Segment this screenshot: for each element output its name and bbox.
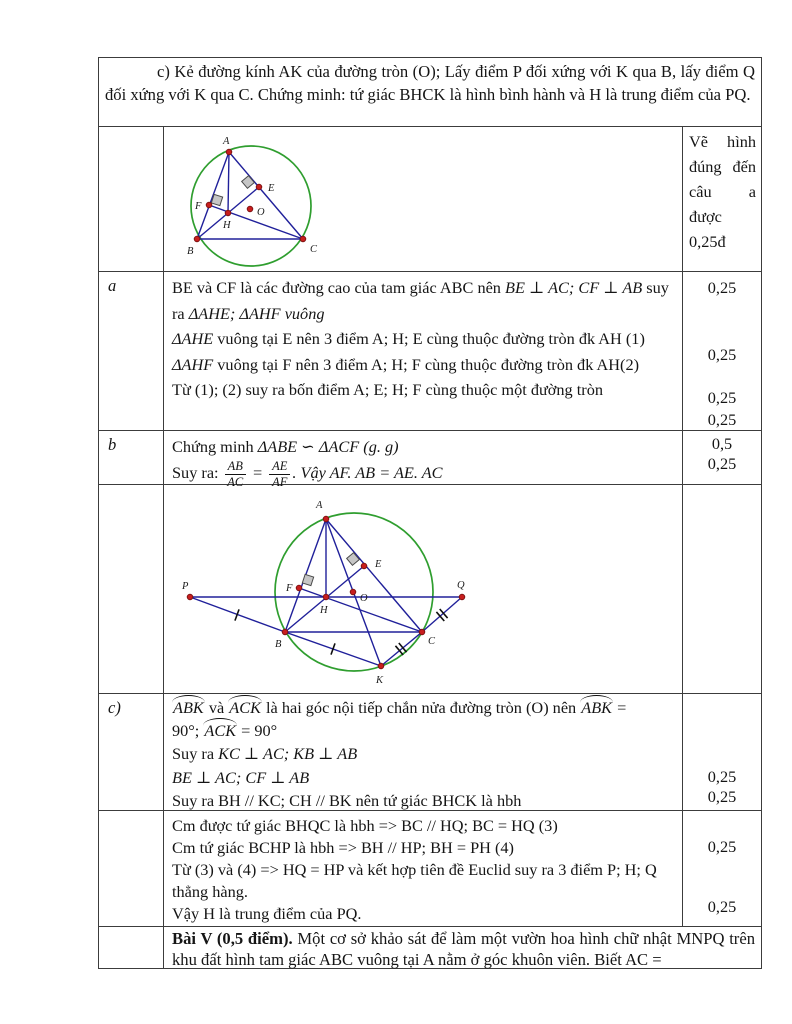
label-cell-empty (99, 485, 164, 693)
score-value: 0,25 (707, 897, 737, 916)
text-run: = (613, 698, 627, 717)
point-label-P: P (182, 581, 189, 592)
point-label-C: C (310, 244, 318, 255)
label-cell-empty (99, 927, 164, 968)
text-run: và (204, 698, 229, 717)
text-line (172, 352, 676, 378)
answer-table (98, 57, 762, 969)
row-figure-1 (99, 126, 761, 271)
point-label-F: F (286, 583, 293, 594)
figure-1-canvas (172, 130, 691, 275)
text-line: thẳng hàng. (172, 882, 248, 901)
figure-2-cell (164, 485, 683, 693)
text-run: vuông tại E nên 3 điểm A; H; E cùng thuộc đường tròn đk AH (1) (213, 329, 645, 349)
score-value: 0,25 (707, 388, 737, 407)
row-part-b (99, 430, 761, 489)
angle-ACK: ACK (203, 719, 237, 742)
fraction-AE-AF: $\frac{AE}{AF}$ (269, 460, 290, 488)
math-run: ΔAHE (172, 329, 214, 349)
part-c-content (164, 694, 683, 810)
text-line (172, 301, 676, 327)
math-run: . Vậy AF. AB = AE. AC (292, 462, 443, 482)
text-line (172, 326, 676, 352)
part-b-content (164, 431, 683, 489)
text-run: ra (172, 303, 189, 323)
point-label-H: H (320, 605, 328, 616)
score-value: 0,25 (707, 787, 737, 806)
text-line (172, 434, 676, 460)
point-label-H: H (223, 220, 231, 231)
problem-v-title: Bài V (0,5 điểm). (172, 929, 293, 948)
text-line (172, 275, 676, 301)
text-run: Một cơ sở khảo sát để làm một vườn hoa hình chữ nhật MNPQ trên khu đất hình tam giác ABC vuông tại A nằm ở góc khuôn viên. Biết AC = (172, 929, 755, 969)
figure-score-note: Vẽ hình đúng đến câu a được 0,25đ (689, 132, 756, 251)
text-run: Chứng minh (172, 437, 258, 456)
score-cell-d (683, 811, 761, 926)
figure-1-lines (197, 152, 303, 239)
text-run: Suy ra: (172, 462, 223, 482)
score-value: 0,25 (707, 767, 737, 786)
row-figure-2 (99, 484, 761, 693)
math-run: ΔABE ∽ ΔACF (g. g) (257, 437, 399, 456)
angle-ABK: ABK (172, 696, 205, 719)
row-part-c-continued (99, 810, 761, 926)
text-line: Cm tứ giác BCHP là hbh => BH // HP; BH = PH (4) (172, 838, 514, 857)
point-label-O: O (257, 207, 265, 218)
score-value: 0,25 (707, 837, 737, 856)
angle-ABK: ABK (580, 696, 613, 719)
math-run: BE ⊥ AC; CF ⊥ AB (505, 278, 643, 297)
score-cell-empty (683, 485, 761, 693)
text-line (172, 719, 676, 742)
text-run: suy (642, 278, 669, 297)
point-label-E: E (268, 183, 275, 194)
score-cell-c (683, 694, 761, 810)
label-cell-empty (99, 811, 164, 926)
text-line (172, 460, 676, 489)
point-label-K: K (376, 675, 384, 686)
text-run: là hai góc nội tiếp chắn nửa đường tròn (O) nên (261, 698, 581, 717)
label-cell-empty (99, 127, 164, 271)
score-cell-figure (683, 127, 761, 271)
figure-1-cell (164, 127, 683, 271)
score-cell-a (683, 272, 761, 430)
point-label-Q: Q (457, 580, 465, 591)
score-value: 0,25 (707, 278, 737, 297)
math-run: ΔAHE; ΔAHF vuông (188, 303, 325, 323)
right-angle-marks-1 (211, 176, 254, 206)
point-label-A: A (316, 500, 323, 511)
text-run: Suy ra (172, 744, 219, 764)
point-label-C: C (428, 636, 436, 647)
text-line: Suy ra BH // KC; CH // BK nên tứ giác BHCK là hbh (172, 790, 522, 810)
figure-2-lines (190, 519, 462, 666)
figure-2-canvas (172, 488, 691, 697)
point-label-B: B (275, 639, 282, 650)
text-line: Từ (3) và (4) => HQ = HP và kết hợp tiên đề Euclid suy ra 3 điểm P; H; Q (172, 860, 657, 879)
part-label-a: a (99, 272, 164, 430)
part-c-continued-content (164, 811, 683, 926)
row-part-a (99, 271, 761, 430)
problem-c-statement: c) Kẻ đường kính AK của đường tròn (O); Lấy điểm P đối xứng với K qua B, lấy điểm Q đối xứng với K qua C. Chứng minh: tứ giác BHCK là hình bình hành và H là trung điểm của PQ. (105, 62, 755, 104)
point-label-O: O (360, 593, 368, 604)
score-value: 0,25 (707, 454, 737, 473)
point-label-A: A (223, 136, 230, 147)
text-line (172, 696, 676, 719)
point-label-F: F (195, 201, 202, 212)
text-run: 90°; (172, 721, 204, 741)
text-line (172, 742, 676, 765)
score-cell-b (683, 431, 761, 484)
part-label-b: b (99, 431, 164, 484)
score-value: 0,25 (707, 345, 737, 364)
row-part-c (99, 693, 761, 810)
text-line: Từ (1); (2) suy ra bốn điểm A; E; H; F cùng thuộc một đường tròn (172, 380, 603, 400)
angle-ACK: ACK (228, 696, 262, 719)
math-line: BE ⊥ AC; CF ⊥ AB (172, 767, 310, 787)
part-label-c: c) (99, 694, 164, 810)
right-angle-marks-2 (302, 553, 359, 586)
point-label-E: E (375, 559, 382, 570)
problem-v-statement (164, 927, 761, 968)
score-value: 0,5 (711, 434, 733, 453)
score-value: 0,25 (707, 410, 737, 429)
point-label-B: B (187, 246, 194, 257)
fraction-AB-AC: $\frac{AB}{AC}$ (225, 460, 246, 488)
row-problem-v (99, 926, 761, 968)
math-run: ΔAHF (172, 354, 214, 374)
part-a-content (164, 272, 683, 430)
math-run: KC ⊥ AC; KB ⊥ AB (218, 744, 358, 764)
text-line: Vậy H là trung điểm của PQ. (172, 904, 362, 923)
text-run: = 90° (237, 721, 278, 741)
equals-sign: = (252, 462, 264, 482)
text-line: Cm được tứ giác BHQC là hbh => BC // HQ; BC = HQ (3) (172, 816, 558, 835)
text-run: BE và CF là các đường cao của tam giác ABC nên (172, 278, 506, 297)
row-problem-c-statement (99, 58, 761, 126)
text-run: vuông tại F nên 3 điểm A; H; F cùng thuộc đường tròn đk AH(2) (213, 354, 640, 374)
